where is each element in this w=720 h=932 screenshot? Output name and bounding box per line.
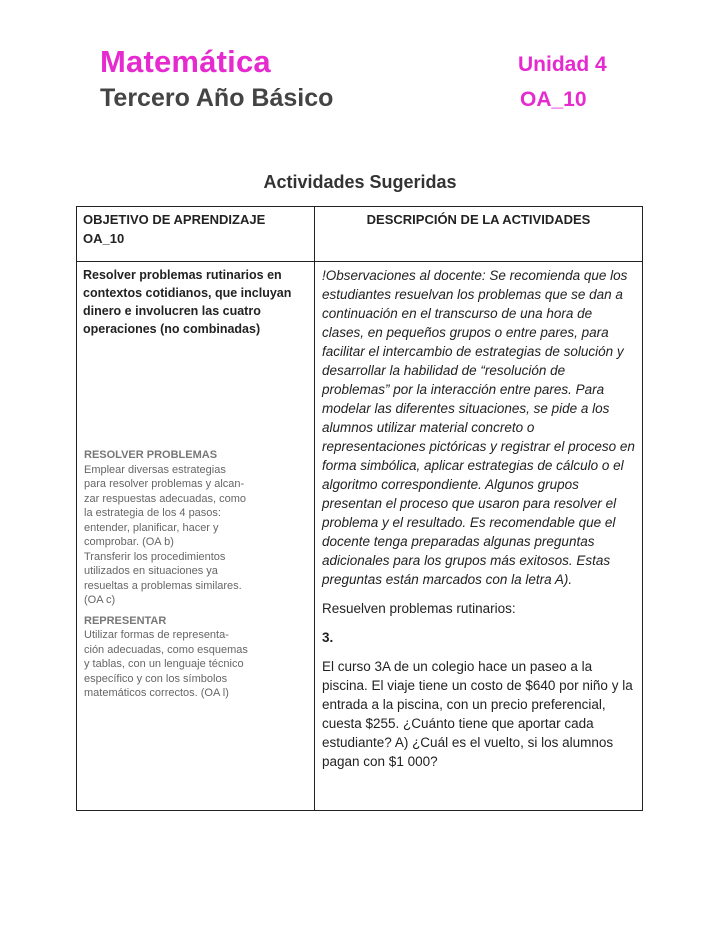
subject-title: Matemática — [100, 44, 271, 79]
description-cell — [315, 262, 643, 811]
skill-heading: RESOLVER PROBLEMAS — [84, 449, 218, 461]
skill-text: Emplear diversas estrategias para resolver problemas y alcan- zar respuestas adecuadas, como la estrategia de los 4 pasos: entender, planificar, hacer y comprobar. (OA b) Transferir los procedimientos utilizados en situaciones ya resueltas a problemas similares. (OA c) — [84, 463, 247, 606]
oa-label: OA_10 — [520, 88, 587, 111]
problem-text: El curso 3A de un colegio hace un paseo a la piscina. El viaje tiene un costo de $640 por niño y la entrada a la piscina, con un precio preferencial, cuesta $255. ¿Cuánto tiene que aportar cada estudiante? A) ¿Cuál es el vuelto, si los alumnos pagan con $1 000? — [322, 659, 633, 769]
table-header-row — [77, 207, 643, 262]
header-left — [100, 44, 333, 113]
header-right — [518, 52, 607, 113]
problem-number: 3. — [322, 630, 334, 645]
objective-cell — [77, 262, 315, 811]
skill-heading: REPRESENTAR — [84, 614, 167, 627]
col-description-header: DESCRIPCIÓN DE LA ACTIVIDADES — [315, 207, 643, 262]
objective-text: Resolver problemas rutinarios en contextos cotidianos, que incluyan dinero e involucren las cuatro operaciones (no combinadas) — [83, 268, 292, 336]
unit-label: Unidad 4 — [518, 53, 607, 76]
grade-title: Tercero Año Básico — [100, 84, 334, 112]
skill-text: Utilizar formas de representa- ción adecuadas, como esquemas y tablas, con un lenguaje técnico específico y con los símbolos matemáticos correctos. (OA l) — [84, 629, 248, 699]
skills-box — [84, 448, 284, 707]
teacher-observations: !Observaciones al docente: Se recomienda que los estudiantes resuelvan los problemas que se dan a continuación en el transcurso de una hora de clases, en pequeños grupos o entre pares, para facilitar el intercambio de estrategias de solución y desarrollar la habilidad de “resolución de problemas” por la interacción entre pares. Para modelar las diferentes situaciones, se pide a los alumnos utilizar material concreto o representaciones pictóricas y registrar el proceso en forma simbólica, aplicar estrategias de cálculo o el algoritmo correspondiente. Algunos grupos presentan el proceso que usaron para resolver el problema y el resultado. Es recomendable que el docente tenga preparadas algunas preguntas adicionales para los grupos más exitosos. Estas preguntas están marcados con la letra A). — [322, 268, 635, 587]
table-row — [77, 262, 643, 811]
intro-text: Resuelven problemas rutinarios: — [322, 601, 516, 616]
activities-table — [76, 206, 643, 811]
section-title: Actividades Sugeridas — [263, 172, 457, 192]
col-objective-header: OBJETIVO DE APRENDIZAJE OA_10 — [77, 207, 315, 262]
